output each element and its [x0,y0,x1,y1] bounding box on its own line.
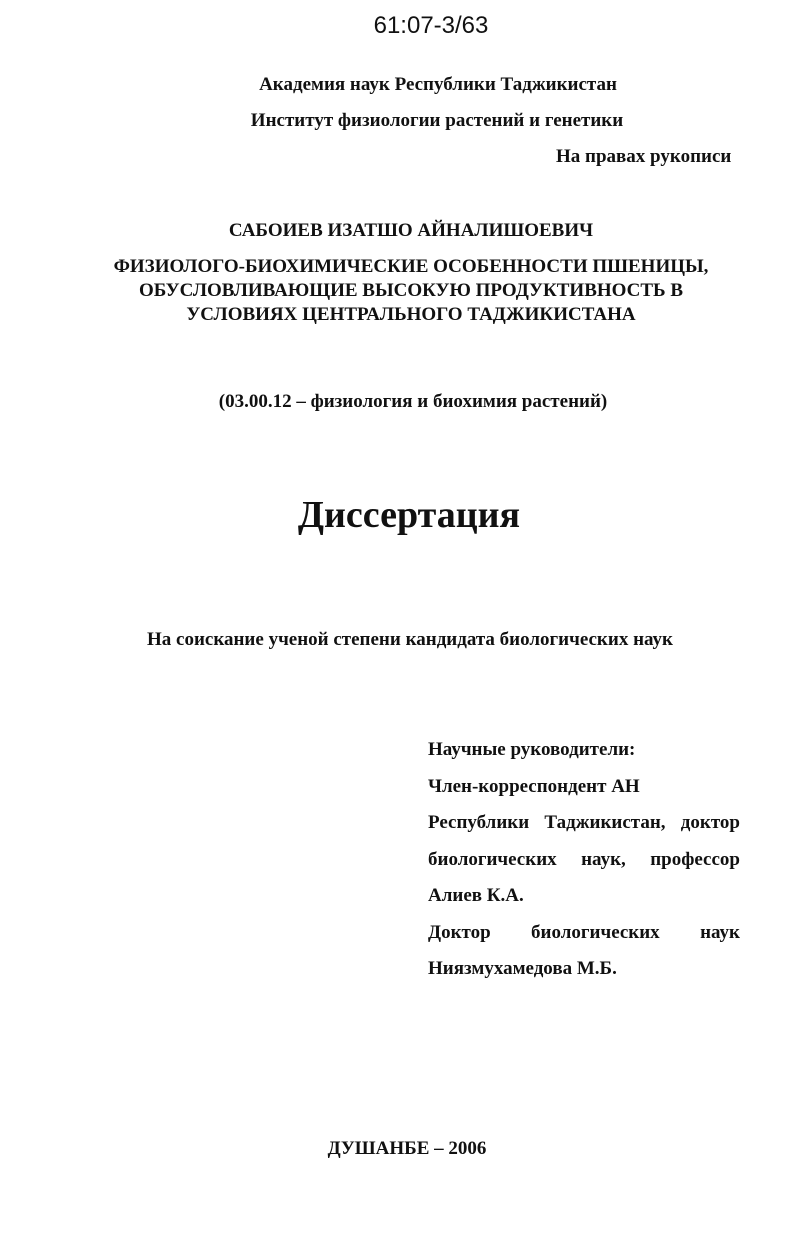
advisor-word: доктор [680,812,740,833]
author-name: САБОИЕВ ИЗАТШО АЙНАЛИШОЕВИЧ [228,220,594,241]
advisor-word: Доктор [428,921,491,943]
advisor-line-5 [428,922,740,959]
advisor-word: Таджикистан, [544,812,666,833]
academy-name: Академия наук Республики Таджикистан [259,74,617,95]
manuscript-note: На правах рукописи [556,146,732,167]
document-type-heading: Диссертация [297,494,521,536]
title-line-2: ОБУСЛОВЛИВАЮЩИЕ ВЫСОКУЮ ПРОДУКТИВНОСТЬ В [138,280,684,301]
scientific-advisors [428,739,740,995]
advisor-line-6: Ниязмухамедова М.Б. [428,958,617,979]
degree-line: На соискание ученой степени кандидата биологических наук [146,629,674,650]
city-year: ДУШАНБЕ – 2006 [327,1138,487,1159]
advisor-word: Республики [428,812,530,833]
title-line-1: ФИЗИОЛОГО-БИОХИМИЧЕСКИЕ ОСОБЕННОСТИ ПШЕНИЦЫ, [113,256,709,277]
specialty-code: (03.00.12 – физиология и биохимия растений) [218,391,608,412]
advisor-word: наук, [581,848,626,870]
advisor-word: профессор [650,848,740,870]
advisor-line-4: Алиев К.А. [428,885,524,906]
advisors-heading: Научные руководители: [428,739,636,760]
institute-name: Институт физиологии растений и генетики [250,110,624,131]
advisor-word: биологических [531,921,660,943]
advisor-line-1: Член-корреспондент АН [428,775,640,797]
advisor-word: биологических [428,848,557,870]
title-line-3: УСЛОВИЯХ ЦЕНТРАЛЬНОГО ТАДЖИКИСТАНА [186,304,636,325]
dissertation-title [88,255,734,327]
advisor-word: наук [700,921,740,943]
advisor-line-3 [428,849,740,886]
archive-code: 61:07-3/63 [373,12,489,39]
advisor-line-2 [428,812,740,849]
